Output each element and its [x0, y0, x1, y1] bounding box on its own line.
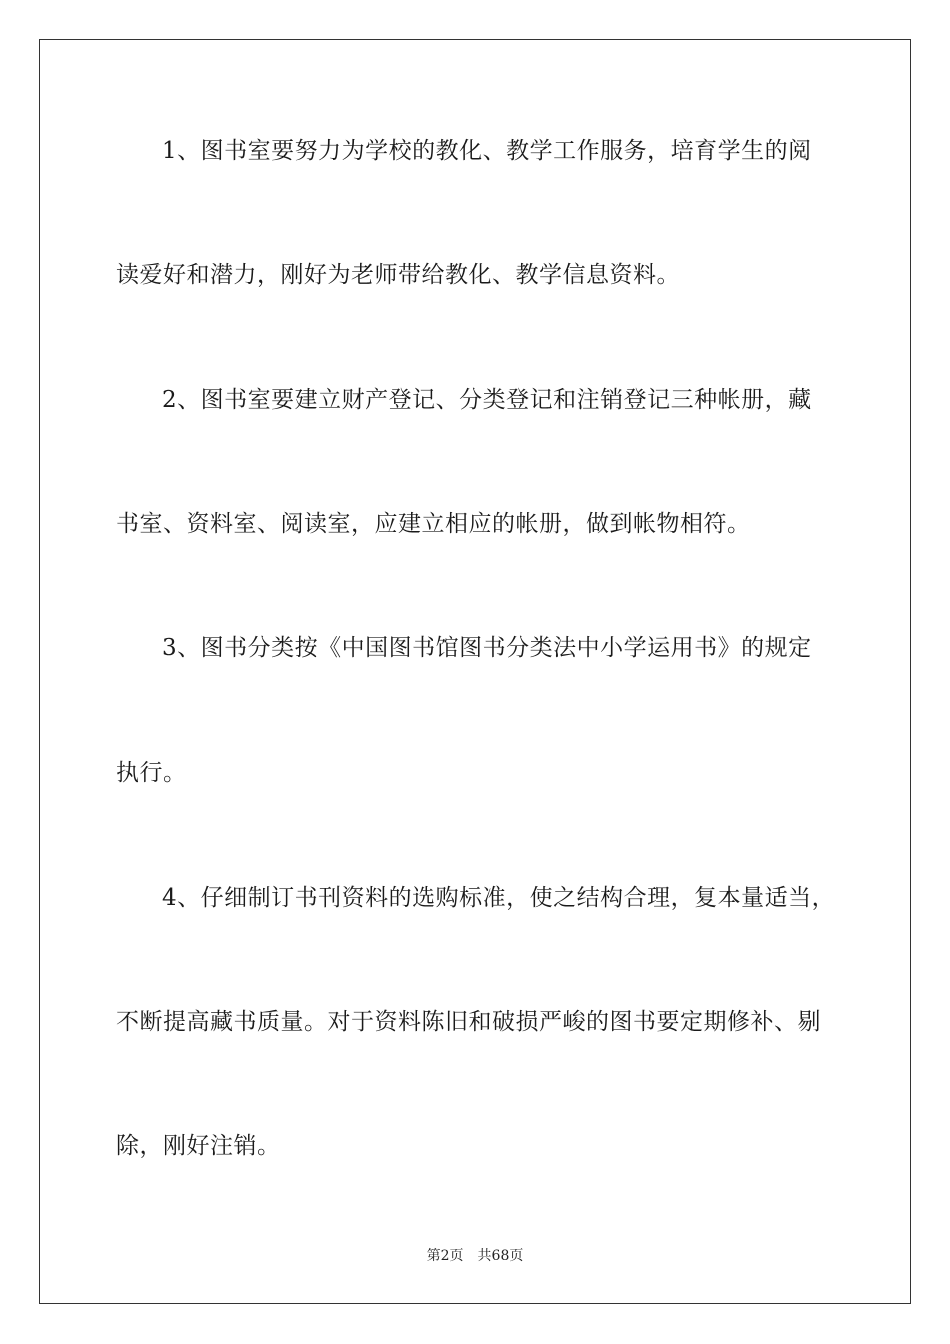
paragraph-4-line-3: 除，刚好注销。 [116, 1133, 281, 1159]
paragraph-1-line-2: 读爱好和潜力，刚好为老师带给教化、教学信息资料。 [116, 262, 680, 288]
paragraph-2-line-1: 2、图书室要建立财产登记、分类登记和注销登记三种帐册，藏 [162, 387, 812, 413]
page-footer [0, 1247, 950, 1265]
paragraph-1-line-1: 1、图书室要努力为学校的教化、教学工作服务，培育学生的阅 [162, 138, 812, 164]
paragraph-4-line-2: 不断提高藏书质量。对于资料陈旧和破损严峻的图书要定期修补、剔 [116, 1009, 821, 1035]
page-border [39, 39, 911, 1304]
paragraph-4-line-1: 4、仔细制订书刊资料的选购标准，使之结构合理，复本量适当， [162, 885, 836, 911]
paragraph-3-line-2: 执行。 [116, 760, 187, 786]
page-number-total: 共68页 [477, 1248, 524, 1264]
paragraph-2-line-2: 书室、资料室、阅读室，应建立相应的帐册，做到帐物相符。 [116, 511, 751, 537]
paragraph-3-line-1: 3、图书分类按《中国图书馆图书分类法中小学运用书》的规定 [162, 635, 812, 661]
page-number-current: 第2页 [426, 1248, 464, 1264]
